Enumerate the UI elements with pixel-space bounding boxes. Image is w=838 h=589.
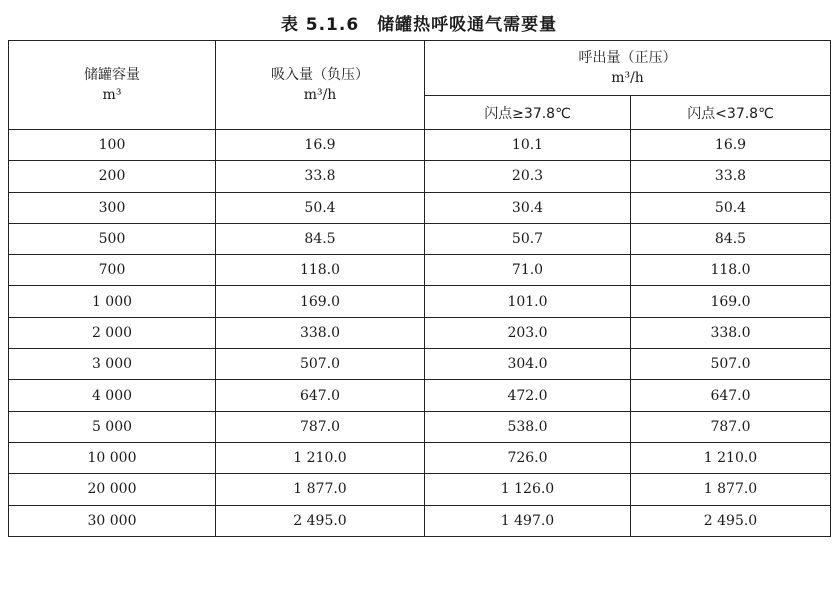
cell-inhale: 2 495.0	[216, 505, 425, 536]
table-row	[9, 349, 831, 380]
cell-capacity: 700	[9, 255, 216, 286]
cell-exhale-flash-low: 33.8	[631, 161, 831, 192]
cell-capacity: 300	[9, 192, 216, 223]
cell-capacity: 20 000	[9, 474, 216, 505]
cell-capacity: 1 000	[9, 286, 216, 317]
cell-exhale-flash-low: 50.4	[631, 192, 831, 223]
cell-exhale-flash-low: 787.0	[631, 411, 831, 442]
cell-exhale-flash-high: 101.0	[425, 286, 631, 317]
cell-exhale-flash-low: 84.5	[631, 223, 831, 254]
cell-capacity: 30 000	[9, 505, 216, 536]
header-inhale-unit: m³/h	[303, 87, 337, 103]
header-inhale	[216, 41, 425, 130]
cell-exhale-flash-high: 50.7	[425, 223, 631, 254]
cell-inhale: 787.0	[216, 411, 425, 442]
cell-capacity: 500	[9, 223, 216, 254]
ventilation-table	[8, 40, 831, 537]
header-exhale-label: 呼出量（正压）	[578, 50, 677, 66]
header-exhale-flash-low: 闪点<37.8℃	[631, 96, 831, 130]
header-capacity-label: 储罐容量	[84, 67, 140, 83]
cell-capacity: 200	[9, 161, 216, 192]
table-row	[9, 442, 831, 473]
cell-exhale-flash-high: 20.3	[425, 161, 631, 192]
cell-inhale: 1 877.0	[216, 474, 425, 505]
cell-capacity: 10 000	[9, 442, 216, 473]
table-title: 表 5.1.6 储罐热呼吸通气需要量	[280, 15, 558, 35]
cell-exhale-flash-low: 338.0	[631, 317, 831, 348]
cell-exhale-flash-low: 2 495.0	[631, 505, 831, 536]
header-inhale-label: 吸入量（负压）	[271, 67, 369, 83]
cell-inhale: 169.0	[216, 286, 425, 317]
table-row	[9, 505, 831, 536]
table-row	[9, 192, 831, 223]
cell-capacity: 3 000	[9, 349, 216, 380]
cell-inhale: 16.9	[216, 130, 425, 161]
cell-capacity: 100	[9, 130, 216, 161]
table-row	[9, 411, 831, 442]
header-exhale	[425, 41, 831, 96]
cell-exhale-flash-high: 203.0	[425, 317, 631, 348]
cell-exhale-flash-high: 538.0	[425, 411, 631, 442]
cell-capacity: 5 000	[9, 411, 216, 442]
header-exhale-unit: m³/h	[611, 70, 644, 86]
cell-exhale-flash-low: 118.0	[631, 255, 831, 286]
cell-exhale-flash-low: 16.9	[631, 130, 831, 161]
cell-exhale-flash-high: 1 497.0	[425, 505, 631, 536]
table-row	[9, 161, 831, 192]
cell-inhale: 647.0	[216, 380, 425, 411]
cell-exhale-flash-low: 169.0	[631, 286, 831, 317]
cell-exhale-flash-high: 726.0	[425, 442, 631, 473]
table-row	[9, 286, 831, 317]
header-exhale-flash-high: 闪点≥37.8℃	[425, 96, 631, 130]
cell-inhale: 1 210.0	[216, 442, 425, 473]
cell-inhale: 84.5	[216, 223, 425, 254]
cell-exhale-flash-high: 10.1	[425, 130, 631, 161]
table-row	[9, 474, 831, 505]
cell-inhale: 338.0	[216, 317, 425, 348]
cell-exhale-flash-high: 30.4	[425, 192, 631, 223]
table-row	[9, 255, 831, 286]
cell-exhale-flash-high: 304.0	[425, 349, 631, 380]
table-row	[9, 130, 831, 161]
cell-capacity: 4 000	[9, 380, 216, 411]
cell-capacity: 2 000	[9, 317, 216, 348]
cell-inhale: 50.4	[216, 192, 425, 223]
cell-exhale-flash-low: 647.0	[631, 380, 831, 411]
cell-inhale: 33.8	[216, 161, 425, 192]
header-capacity-unit: m³	[102, 87, 122, 103]
cell-exhale-flash-low: 1 877.0	[631, 474, 831, 505]
table-row	[9, 317, 831, 348]
header-capacity	[9, 41, 216, 130]
cell-inhale: 118.0	[216, 255, 425, 286]
cell-exhale-flash-high: 71.0	[425, 255, 631, 286]
cell-inhale: 507.0	[216, 349, 425, 380]
cell-exhale-flash-low: 507.0	[631, 349, 831, 380]
cell-exhale-flash-high: 1 126.0	[425, 474, 631, 505]
table-row	[9, 223, 831, 254]
table-row	[9, 380, 831, 411]
cell-exhale-flash-high: 472.0	[425, 380, 631, 411]
cell-exhale-flash-low: 1 210.0	[631, 442, 831, 473]
